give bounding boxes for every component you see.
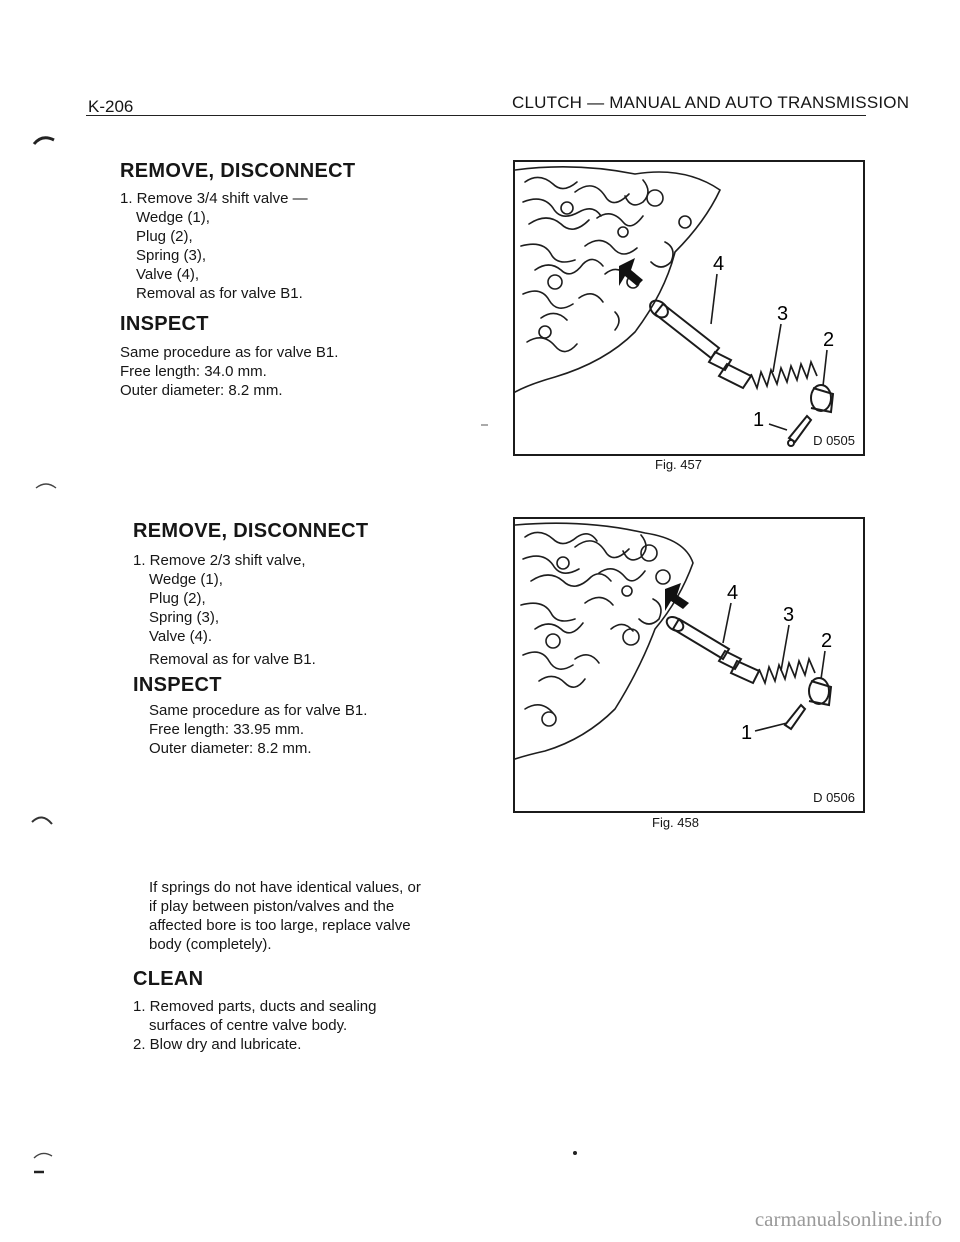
- callout-3: 3: [783, 604, 795, 626]
- note-line: affected bore is too large, replace valve: [149, 917, 411, 934]
- clean-line: 2. Blow dry and lubricate.: [133, 1036, 302, 1053]
- note-line: If springs do not have identical values, or: [149, 879, 421, 896]
- scan-mark: [28, 810, 58, 830]
- callout-3: 3: [777, 303, 789, 325]
- section2-heading: REMOVE, DISCONNECT: [133, 520, 369, 542]
- section2-step1: 1. Remove 2/3 shift valve,: [133, 552, 306, 569]
- scan-mark: [30, 130, 60, 150]
- section1-heading: REMOVE, DISCONNECT: [120, 160, 356, 182]
- figure1-code: D 0505: [813, 433, 855, 448]
- figure1-caption: Fig. 457: [655, 457, 702, 472]
- callout-2: 2: [821, 630, 833, 652]
- scan-mark: [480, 420, 490, 430]
- figure2-caption: Fig. 458: [652, 815, 699, 830]
- header-rule: [86, 115, 866, 116]
- chapter-title: CLUTCH — MANUAL AND AUTO TRANSMISSION: [512, 93, 910, 112]
- figure-457: [513, 160, 865, 456]
- clean-text: [133, 997, 376, 1054]
- section2-item-valve: Valve (4).: [149, 628, 213, 645]
- inspect1-heading: INSPECT: [120, 313, 209, 335]
- watermark: carmanualsonline.info: [754, 1207, 942, 1231]
- inspect2-line: Outer diameter: 8.2 mm.: [149, 740, 312, 757]
- note-line: if play between piston/valves and the: [149, 898, 395, 915]
- page-number: K-206: [88, 97, 134, 116]
- callout-4: 4: [713, 253, 725, 275]
- section1-step1: 1. Remove 3/4 shift valve —: [120, 190, 308, 207]
- section2-item-spring: Spring (3),: [149, 609, 220, 626]
- inspect1-line: Outer diameter: 8.2 mm.: [120, 382, 283, 399]
- scan-mark: [572, 1150, 580, 1158]
- section1-item-removal: Removal as for valve B1.: [136, 285, 303, 302]
- callout-1: 1: [753, 409, 765, 431]
- inspect1-text: [120, 343, 338, 400]
- figure2-code: D 0506: [813, 790, 855, 805]
- note-line: body (completely).: [149, 936, 272, 953]
- section1-item-wedge: Wedge (1),: [136, 209, 210, 226]
- section2-removal: Removal as for valve B1.: [149, 651, 316, 668]
- section2-steps: [133, 551, 316, 669]
- section1-item-spring: Spring (3),: [136, 247, 207, 264]
- scan-mark: [30, 1148, 60, 1178]
- clean-heading: CLEAN: [133, 968, 204, 990]
- callout-4: 4: [727, 582, 739, 604]
- inspect2-line: Free length: 33.95 mm.: [149, 721, 305, 738]
- scan-mark: [32, 476, 62, 496]
- inspect1-line: Free length: 34.0 mm.: [120, 363, 267, 380]
- inspect1-line: Same procedure as for valve B1.: [120, 344, 339, 361]
- inspect2-line: Same procedure as for valve B1.: [149, 702, 368, 719]
- section2-item-wedge: Wedge (1),: [149, 571, 223, 588]
- inspect2-text: [149, 701, 367, 758]
- section2-item-plug: Plug (2),: [149, 590, 206, 607]
- clean-line: surfaces of centre valve body.: [149, 1017, 348, 1034]
- clean-line: 1. Removed parts, ducts and sealing: [133, 998, 377, 1015]
- section1-steps: [120, 189, 308, 303]
- note-paragraph: [149, 878, 421, 954]
- valve-body-illustration-1: [515, 162, 863, 454]
- callout-1: 1: [741, 722, 753, 744]
- inspect2-heading: INSPECT: [133, 674, 222, 696]
- section1-item-plug: Plug (2),: [136, 228, 193, 245]
- figure-458: [513, 517, 865, 813]
- arrow-icon: [619, 258, 643, 286]
- valve-body-illustration-2: [515, 519, 863, 811]
- arrow-icon: [665, 583, 689, 611]
- callout-2: 2: [823, 329, 835, 351]
- section1-item-valve: Valve (4),: [136, 266, 200, 283]
